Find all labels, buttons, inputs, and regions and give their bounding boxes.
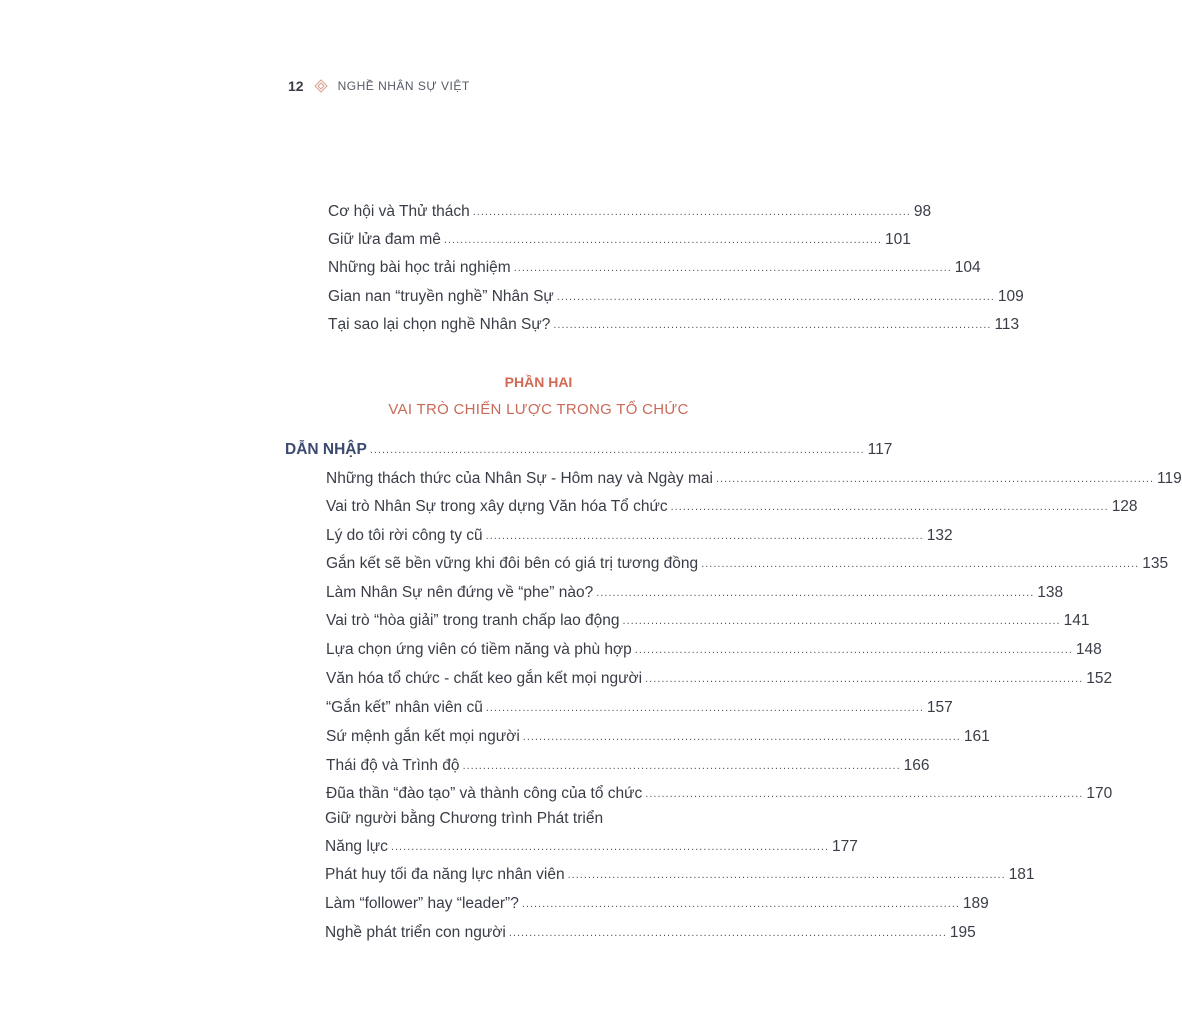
toc-entry — [326, 527, 953, 545]
toc-entry-label: Giữ lửa đam mê — [328, 231, 441, 248]
leader-dots: ............................................................................................................ — [485, 702, 924, 714]
toc-entry-label: Làm Nhân Sự nên đứng về “phe” nào? — [326, 584, 594, 601]
toc-entry-label: Giữ người bằng Chương trình Phát triển — [325, 810, 604, 827]
leader-dots: ............................................................................................................ — [508, 927, 947, 939]
toc-entry-page: 109 — [997, 288, 1024, 305]
toc-entry-page: 117 — [867, 441, 893, 458]
toc-entry-label: Thái độ và Trình độ — [326, 757, 460, 774]
toc-entry — [326, 670, 1113, 688]
toc-entry-label: Tại sao lại chọn nghề Nhân Sự? — [328, 316, 551, 333]
toc-entry-page: 152 — [1086, 670, 1113, 687]
leader-dots: ............................................................................................................ — [390, 841, 830, 853]
toc-entry-label: Gắn kết sẽ bền vững khi đôi bên có giá trị tương đồng — [326, 555, 699, 572]
toc-entry — [328, 288, 1024, 306]
leader-dots: ............................................................................................................ — [634, 644, 1073, 656]
toc-entry-label: DẪN NHẬP — [285, 441, 367, 458]
toc-entry — [328, 259, 981, 277]
toc-entry — [326, 498, 1138, 516]
toc-entry-line1 — [325, 810, 789, 828]
toc-entry-page: 195 — [949, 924, 976, 941]
toc-entry-page: 189 — [962, 895, 989, 912]
toc-entry-label: Năng lực — [325, 838, 388, 855]
toc-entry-page: 170 — [1086, 785, 1113, 802]
toc-entry-page: 128 — [1111, 498, 1138, 515]
toc-entry-label: Vai trò “hòa giải” trong tranh chấp lao động — [326, 612, 620, 629]
toc-entry-label: Những bài học trải nghiệm — [328, 259, 511, 276]
leader-dots: ............................................................................................................ — [522, 731, 961, 743]
leader-dots: ............................................................................................................ — [567, 869, 1006, 881]
toc-entry-page: 166 — [903, 757, 930, 774]
toc-entry-label: “Gắn kết” nhân viên cũ — [326, 699, 483, 716]
toc-entry-page: 104 — [954, 259, 981, 276]
toc-entry-page: 177 — [832, 838, 858, 855]
toc-entry-label: Phát huy tối đa năng lực nhân viên — [325, 866, 565, 883]
toc-entry-page: 135 — [1142, 555, 1169, 572]
toc-entry — [326, 584, 1064, 602]
toc-entry — [326, 470, 1182, 488]
toc-entry-page: 138 — [1037, 584, 1064, 601]
toc-entry — [325, 895, 989, 913]
toc-entry — [325, 866, 1035, 884]
leader-dots: ............................................................................................................ — [670, 501, 1109, 513]
toc-entry-page: 157 — [926, 699, 953, 716]
toc-entry — [328, 203, 932, 221]
leader-dots: ............................................................................................................ — [645, 788, 1084, 800]
toc-entry-page: 141 — [1063, 612, 1090, 629]
toc-entry-label: Vai trò Nhân Sự trong xây dựng Văn hóa Tổ chức — [326, 498, 668, 515]
toc-entry-label: Làm “follower” hay “leader”? — [325, 895, 519, 912]
toc-entry-page: 161 — [963, 728, 990, 745]
leader-dots: ............................................................................................................ — [715, 473, 1155, 485]
toc-entry — [326, 757, 930, 775]
toc-entry-page: 132 — [926, 527, 953, 544]
toc-entry — [328, 316, 1020, 334]
toc-entry-label: Nghề phát triển con người — [325, 924, 506, 941]
toc-entry — [326, 641, 1102, 659]
leader-dots: ............................................................................................................ — [622, 615, 1061, 627]
toc-entry-page: 101 — [885, 231, 911, 248]
toc-entry — [326, 728, 990, 746]
toc-entry-page: 119 — [1157, 470, 1182, 487]
toc-entry-label: Lý do tôi rời công ty cũ — [326, 527, 483, 544]
toc-entry-page: 113 — [994, 316, 1020, 333]
toc-entry-page: 98 — [913, 203, 932, 220]
toc-entry-line2 — [325, 838, 858, 856]
leader-dots: ............................................................................................................ — [596, 587, 1035, 599]
book-title: NGHỀ NHÂN SỰ VIỆT — [337, 79, 470, 93]
toc-entry-label: Cơ hội và Thử thách — [328, 203, 470, 220]
toc-entry — [326, 612, 1090, 630]
toc-entry-label: Những thách thức của Nhân Sự - Hôm nay và Ngày mai — [326, 470, 713, 487]
leader-dots: .......................................................................................................................... — [369, 444, 865, 456]
toc-entry-page: 181 — [1008, 866, 1035, 883]
toc-entry-label: Gian nan “truyền nghề” Nhân Sự — [328, 288, 554, 305]
leader-dots: ............................................................................................................ — [645, 673, 1084, 685]
part-subtitle: VAI TRÒ CHIẾN LƯỢC TRONG TỔ CHỨC — [388, 401, 689, 418]
leader-dots: ............................................................................................................ — [472, 206, 911, 218]
toc-entry — [325, 924, 976, 942]
toc-entry — [326, 699, 953, 717]
toc-entry-label: Sứ mệnh gắn kết mọi người — [326, 728, 520, 745]
toc-entry-page: 148 — [1075, 641, 1102, 658]
leader-dots: ............................................................................................................ — [513, 262, 952, 274]
leader-dots: ............................................................................................................ — [443, 234, 882, 246]
leader-dots: ............................................................................................................ — [521, 898, 960, 910]
leader-dots: ............................................................................................................ — [556, 291, 995, 303]
toc-entry — [326, 555, 1169, 573]
leader-dots: ............................................................................................................ — [485, 530, 924, 542]
leader-dots: ............................................................................................................ — [701, 558, 1140, 570]
toc-entry-label: Đũa thần “đào tạo” và thành công của tổ chức — [326, 785, 643, 802]
part-title: PHẦN HAI — [504, 374, 573, 390]
leader-dots: ............................................................................................................ — [553, 319, 992, 331]
page-number: 12 — [288, 78, 304, 94]
toc-entry-label: Văn hóa tổ chức - chất keo gắn kết mọi người — [326, 670, 643, 687]
leader-dots: ............................................................................................................ — [462, 760, 901, 772]
toc-entry — [326, 785, 1113, 803]
toc-entry-label: Lựa chọn ứng viên có tiềm năng và phù hợp — [326, 641, 632, 658]
toc-entry — [328, 231, 911, 249]
toc-entry-intro — [285, 441, 893, 459]
